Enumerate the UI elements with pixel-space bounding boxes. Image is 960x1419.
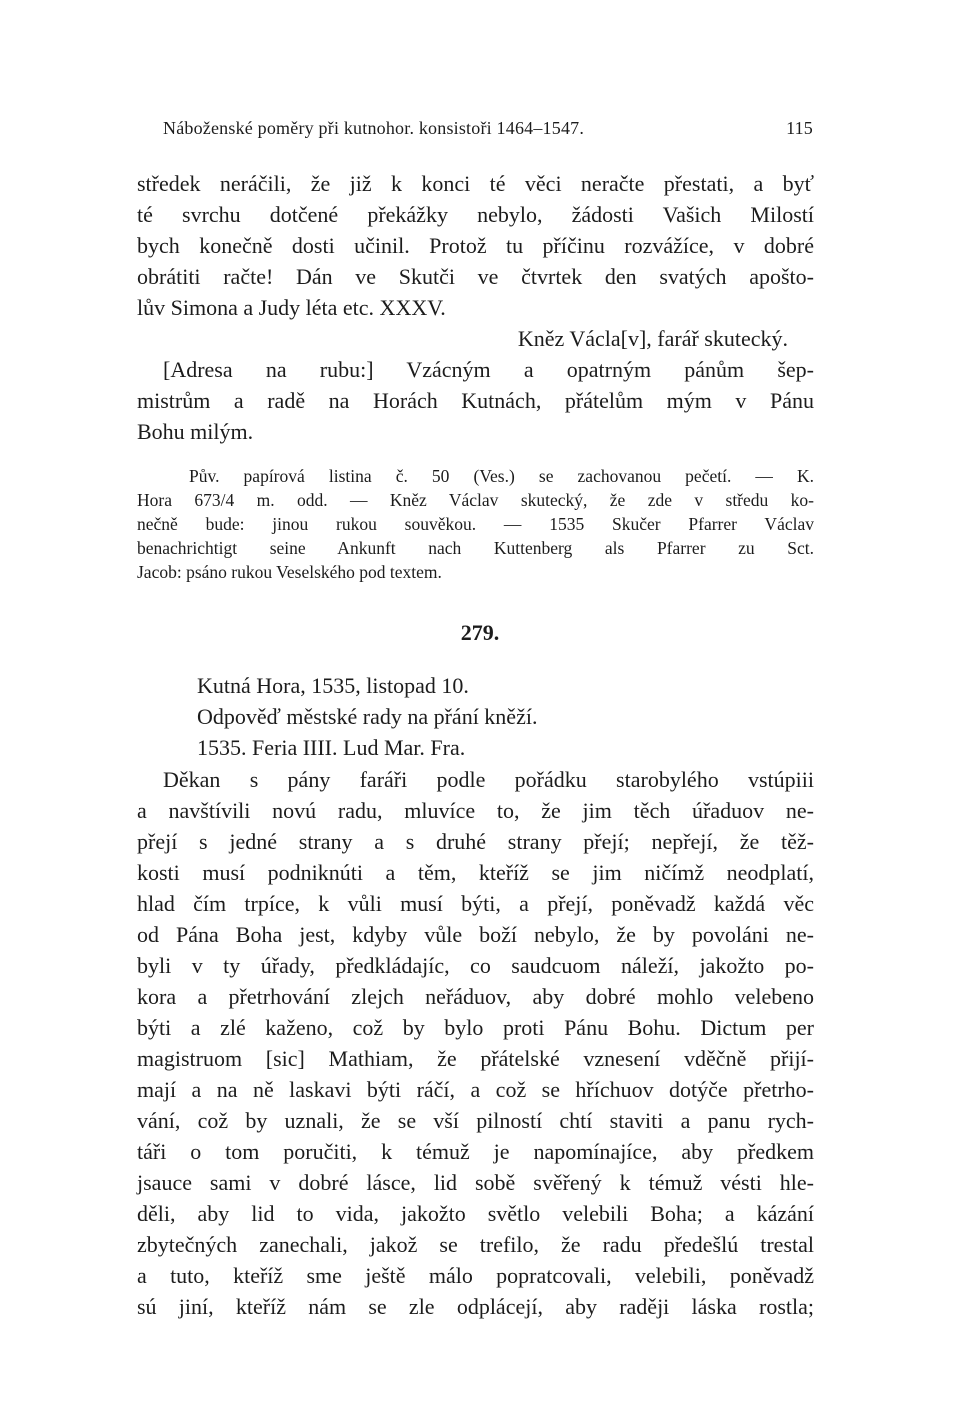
text-line: hlad čím trpíce, k vůli musí býti, a přejí, poněvadž každá věc xyxy=(137,891,814,916)
text-line: lův Simona a Judy léta etc. XXXV. xyxy=(137,295,446,320)
text-line: jsauce sami v dobré lásce, lid sobě svěřený k témuž vésti hle- xyxy=(137,1170,814,1195)
text-line: té svrchu dotčené překážky nebylo, žádosti Vašich Milostí xyxy=(137,202,814,227)
note-line: Hora 673/4 m. odd. — Kněz Václav skutecký, že zde v středu ko- xyxy=(137,490,814,510)
running-head xyxy=(163,118,813,142)
text-line: a navštívili novú radu, mluvíce to, že jim těch úřaduov ne- xyxy=(137,798,814,823)
address-line: mistrům a radě na Horách Kutnách, přátelům mým v Pánu xyxy=(137,388,814,413)
text-line: a tuto, kteříž sme ještě málo popratcovali, velebili, poněvadž xyxy=(137,1263,814,1288)
text-line: byli v ty úřady, předkládajíc, co saudcuom náleží, jakožto po- xyxy=(137,953,814,978)
text-line: sú jiní, kteříž nám se zle odplácejí, aby raději láska rostla; xyxy=(137,1294,814,1319)
note-line: Jacob: psáno rukou Veselského pod textem. xyxy=(137,562,442,582)
editorial-note xyxy=(137,464,814,584)
text-line: vání, což by uznali, že se vší pilností chtí staviti a panu rych- xyxy=(137,1108,814,1133)
date-line: 1535. Feria IIII. Lud Mar. Fra. xyxy=(197,735,466,760)
text-line: děli, aby lid to vida, jakožto světlo velebili Boha; a kázání xyxy=(137,1201,814,1226)
document-heading xyxy=(137,670,814,763)
text-line: od Pána Boha jest, kdyby vůle boží nebylo, že by povoláni ne- xyxy=(137,922,814,947)
body-text xyxy=(137,764,814,1322)
text-line: kosti musí podniknúti a těm, kteříž se jim ničímž neodplatí, xyxy=(137,860,814,885)
signature: Kněz Václa[v], farář skutecký. xyxy=(517,326,788,351)
place-date: Kutná Hora, 1535, listopad 10. xyxy=(197,673,469,698)
text-line: přejí s jedné strany a s druhé strany přejí; nepřejí, že těž- xyxy=(137,829,814,854)
address-line: [Adresa na rubu:] Vzácným a opatrným pánům šep- xyxy=(163,357,814,382)
text-line: mají a na ně laskavi býti ráčí, a což se hříchuov dotýče přetrho- xyxy=(137,1077,814,1102)
text-line: bych konečně dosti učinil. Protož tu příčinu rozvážíce, v dobré xyxy=(137,233,814,258)
address-line: Bohu milým. xyxy=(137,419,254,444)
text-line: středek neráčili, že již k konci té věci neračte přestati, a byť xyxy=(137,171,814,196)
text-line: Děkan s pány faráři podle pořádku starobylého vstúpiii xyxy=(163,767,814,792)
note-line: benachrichtigt seine Ankunft nach Kuttenberg als Pfarrer zu Sct. xyxy=(137,538,814,558)
document-number: 279. xyxy=(460,620,500,645)
note-line: Pův. papírová listina č. 50 (Ves.) se zachovanou pečetí. — K. xyxy=(189,466,814,486)
text-line: obrátiti račte! Dán ve Skutči ve čtvrtek den svatých apošto- xyxy=(137,264,814,289)
text-line: kora a přetrhování zlejch neřáduov, aby dobré mohlo velebeno xyxy=(137,984,814,1009)
page-number: 115 xyxy=(786,118,813,138)
text-line: zbytečných zanechali, jakož se trefilo, že radu předešlú trestal xyxy=(137,1232,814,1257)
text-line: magistruom [sic] Mathiam, že přátelské vznesení vděčně přijí- xyxy=(137,1046,814,1071)
letter-ending xyxy=(137,168,814,447)
note-line: nečně bude: jinou rukou souvěkou. — 1535 Skučer Pfarrer Václav xyxy=(137,514,814,534)
text-line: táři o tom poručiti, k témuž je napomínajíce, aby předkem xyxy=(137,1139,814,1164)
running-head-title: Náboženské poměry při kutnohor. konsistoři 1464–1547. xyxy=(163,118,585,138)
text-line: býti a zlé kaženo, což by bylo proti Pánu Bohu. Dictum per xyxy=(137,1015,814,1040)
subject-line: Odpověď městské rady na přání kněží. xyxy=(197,704,538,729)
